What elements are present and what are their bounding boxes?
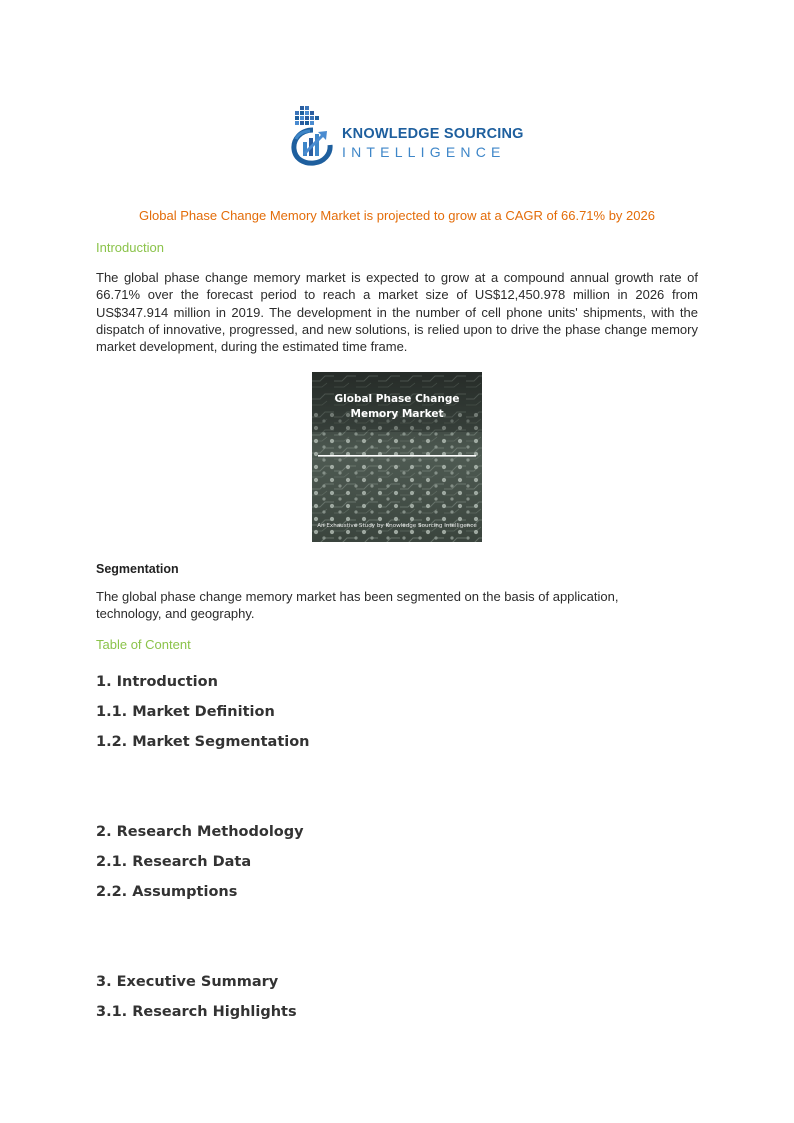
toc-entry: 2.2. Assumptions [96,884,238,900]
introduction-heading: Introduction [96,240,164,255]
toc-entry: 2.1. Research Data [96,854,252,870]
segmentation-paragraph: The global phase change memory market has been segmented on the basis of application, technology, and geography. [96,589,619,622]
cover-title: Global Phase Change Memory Market [334,393,460,420]
introduction-paragraph: The global phase change memory market is expected to grow at a compound annual growth rate of 66.71% over the forecast period to reach a market size of US$12,450.978 million in 2026 from US$347.914 million in 2019. The development in the number of cell phone units' shipments, with the dispatch of innovative, progressed, and new solutions, is relied upon to drive the phase change memory market development, during the estimated time frame. [96,270,698,355]
toc-entry: 3. Executive Summary [96,974,279,990]
report-cover-image [312,372,482,542]
document-title: Global Phase Change Memory Market is projected to grow at a CAGR of 66.71% by 2026 [139,208,655,223]
toc-entry: 1.1. Market Definition [96,704,275,720]
logo-text-line1: KNOWLEDGE SOURCING [342,126,524,142]
toc-entry: 2. Research Methodology [96,824,304,840]
toc-entry: 1.2. Market Segmentation [96,734,310,750]
toc-entry: 1. Introduction [96,674,218,690]
cover-subtitle: An Exhaustive Study by Knowledge Sourcing Intelligence [317,523,477,529]
logo-mark-icon [290,104,336,166]
company-logo [290,104,524,166]
toc-entry: 3.1. Research Highlights [96,1004,297,1020]
toc-heading: Table of Content [96,637,191,652]
segmentation-heading: Segmentation [96,562,179,576]
logo-text-line2: INTELLIGENCE [342,144,506,160]
